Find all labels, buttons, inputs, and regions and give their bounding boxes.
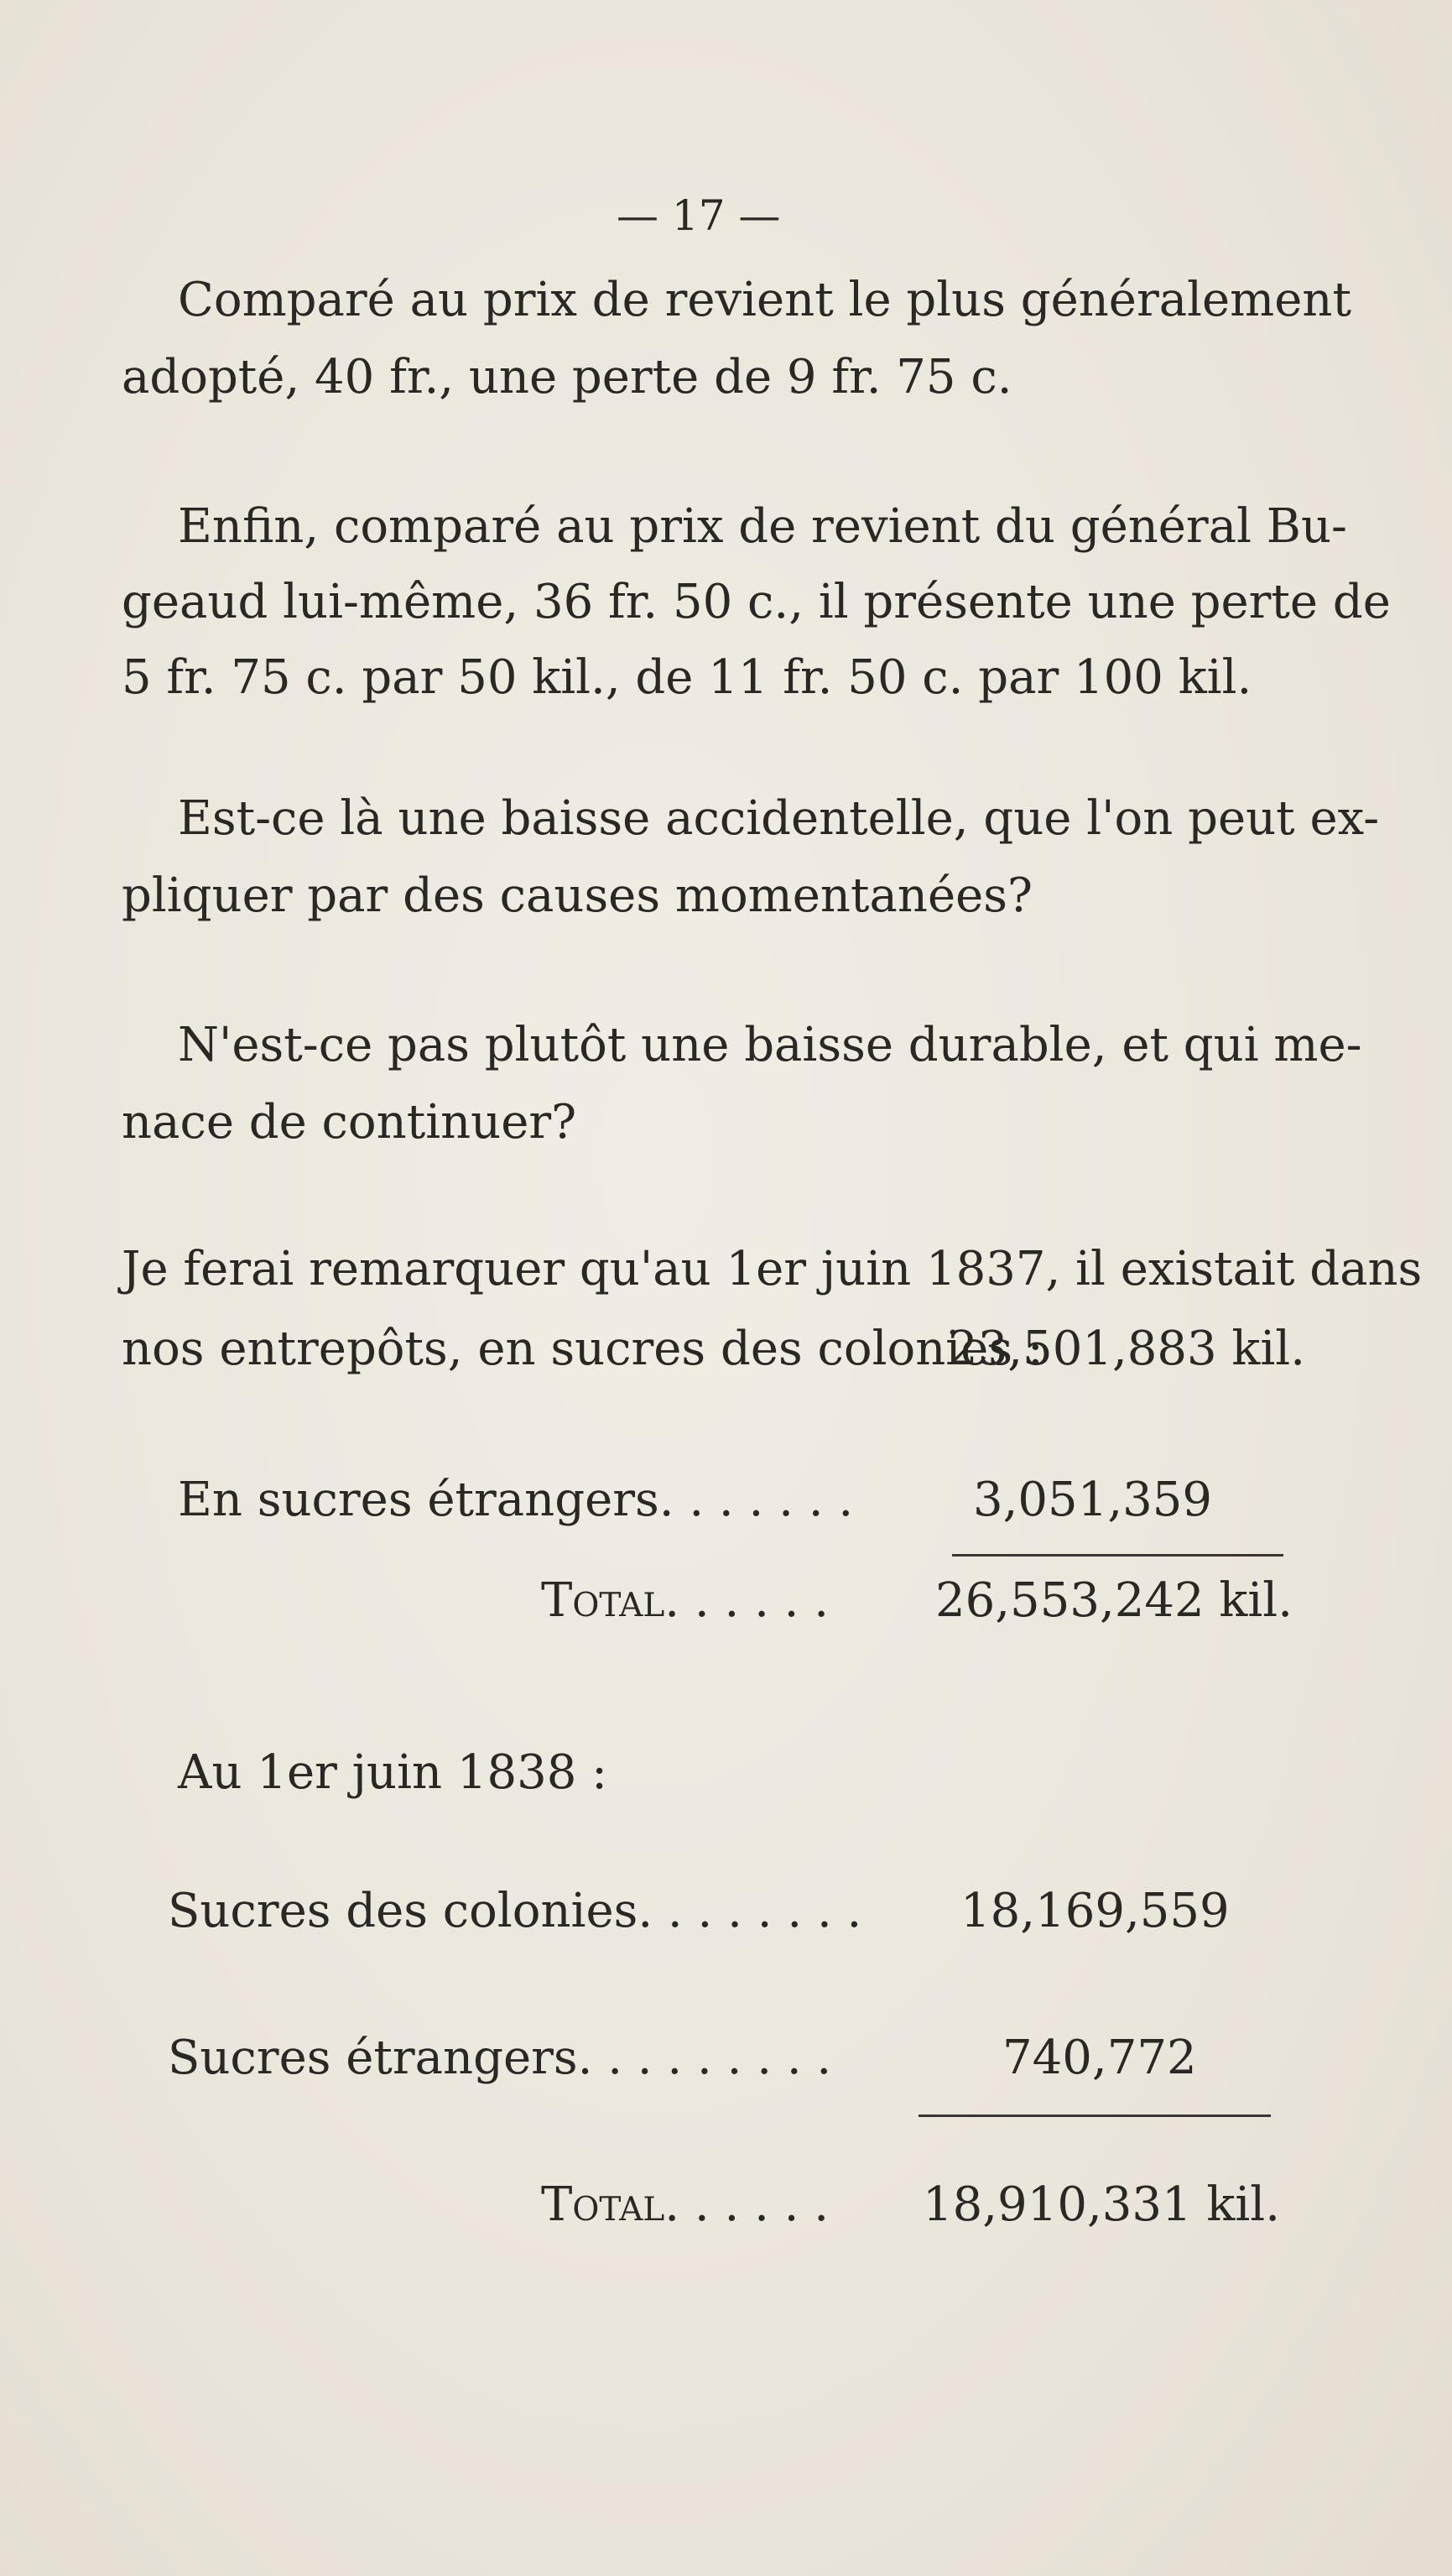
para3-line2: pliquer par des causes momentanées? bbox=[122, 868, 1033, 923]
para4-line1: N'est-ce pas plutôt une baisse durable, et qui me- bbox=[178, 1018, 1362, 1072]
total-rule-1838 bbox=[919, 2115, 1271, 2117]
date-1838: Au 1er juin 1838 : bbox=[178, 1745, 608, 1800]
foreign-sugar-1837-label: En sucres étrangers. . . . . . . bbox=[178, 1473, 854, 1527]
foreign-sugar-1838-label: Sucres étrangers. . . . . . . . . bbox=[168, 2031, 832, 2085]
colonial-sugar-1838-label: Sucres des colonies. . . . . . . . bbox=[168, 1884, 862, 1938]
page-number: — 17 — bbox=[617, 191, 781, 240]
foreign-sugar-1837-value: 3,051,359 bbox=[973, 1473, 1213, 1527]
total-1837-label: Total. . . . . . bbox=[541, 1573, 830, 1628]
total-1838-value: 18,910,331 kil. bbox=[923, 2177, 1280, 2232]
para1-line1: Comparé au prix de revient le plus généralement bbox=[178, 273, 1351, 327]
total-1838-label: Total. . . . . . bbox=[541, 2177, 830, 2232]
foreign-sugar-1838-value: 740,772 bbox=[1002, 2031, 1197, 2085]
para3-line1: Est-ce là une baisse accidentelle, que l'on peut ex- bbox=[178, 791, 1380, 846]
para5-line2-value: 23,501,883 kil. bbox=[948, 1322, 1305, 1376]
total-1837-value: 26,553,242 kil. bbox=[935, 1573, 1293, 1628]
para4-line2: nace de continuer? bbox=[122, 1095, 577, 1150]
para2-line3: 5 fr. 75 c. par 50 kil., de 11 fr. 50 c. par 100 kil. bbox=[122, 650, 1252, 705]
para1-line2: adopté, 40 fr., une perte de 9 fr. 75 c. bbox=[122, 350, 1012, 404]
para5-line2-text: nos entrepôts, en sucres des colonies : bbox=[122, 1322, 1043, 1376]
para2-line1: Enfin, comparé au prix de revient du général Bu- bbox=[178, 499, 1347, 554]
total-rule-1837 bbox=[952, 1554, 1283, 1557]
colonial-sugar-1838-value: 18,169,559 bbox=[960, 1884, 1230, 1938]
para5-line1: Je ferai remarquer qu'au 1er juin 1837, il existait dans bbox=[122, 1242, 1423, 1296]
para2-line2: geaud lui-même, 36 fr. 50 c., il présente une perte de bbox=[122, 575, 1391, 629]
